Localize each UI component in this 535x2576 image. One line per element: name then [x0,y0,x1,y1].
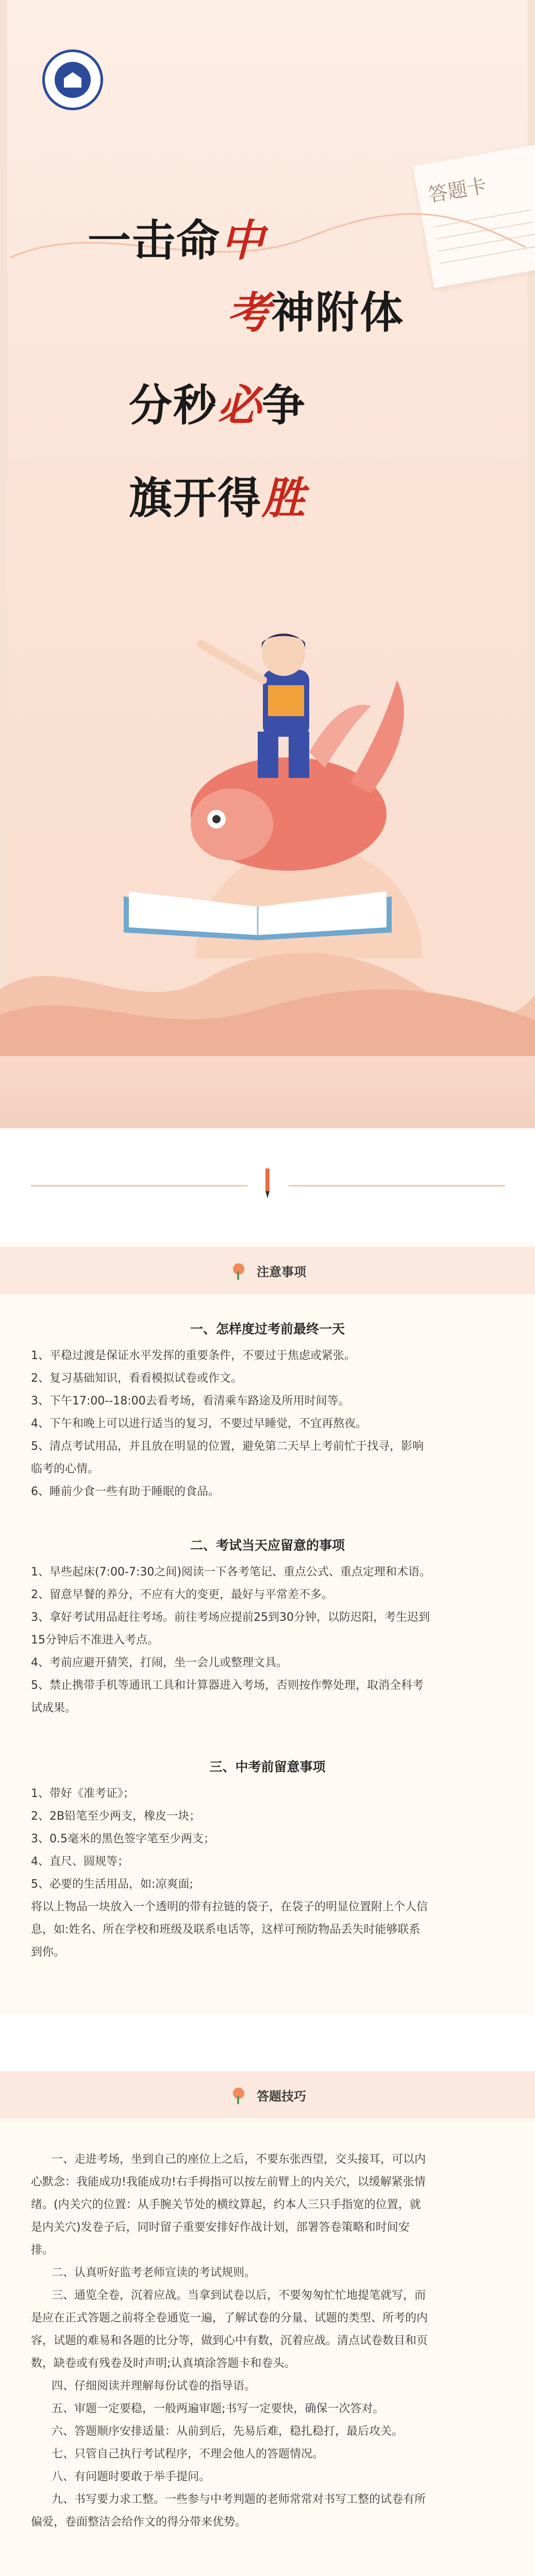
list-item: 3、0.5毫米的黑色签字笔至少两支； [31,1833,215,1845]
notice-header-label: 注意事项 [257,1264,306,1279]
slogan-line-3 [129,371,306,433]
slogan-line-4 [129,464,306,526]
answer-sheet-title: 答题卡 [426,174,489,207]
slogan-2-text: 神附体 [271,287,405,338]
hero-banner [0,0,535,1128]
paragraph-line: 四、仔细阅读并理解每份试卷的指导语。 [52,2380,256,2393]
student-riding-carp-illustration [155,598,412,907]
school-emblem-icon [55,62,91,98]
list-item: 4、下午和晚上可以进行适当的复习，不要过早睡觉，不宜再熬夜。 [31,1417,367,1430]
flower-icon [229,1260,249,1281]
notice-section-1-body [31,1345,504,1503]
list-item: 3、拿好考试用品赶往考场。前往考场应提前25到30分钟，以防迟阳，考生迟到 [31,1611,430,1624]
slogan-line-1 [88,206,265,268]
paragraph-line: 九、书写要力求工整。一些参与中考判题的老师常常对书写工整的试卷有所 [52,2493,426,2506]
list-item: 到你。 [31,1946,65,1959]
list-item: 6、睡前少食一些有助于睡眠的食品。 [31,1485,220,1498]
paragraph-line: 心默念：我能成功!我能成功!右手拇指可以按左前臂上的内关穴，以缓解紧张情 [31,2176,426,2189]
notice-section-3-title: 三、中考前留意事项 [209,1759,326,1774]
cloud-waves-illustration [0,917,535,1061]
paragraph-line: 三、通览全卷，沉着应战。当拿到试卷以后，不要匆匆忙忙地提笔就写，而 [52,2289,426,2302]
paragraph-line: 绪。(内关穴的位置：从手腕关节处的横纹算起，约本人三只手指宽的位置，就 [31,2198,421,2211]
list-item: 1、带好《准考证》； [31,1787,135,1800]
list-item: 2、复习基础知识，看看模拟试卷或作文。 [31,1372,242,1385]
flower-icon [229,2084,249,2105]
slogan-4-text: 旗开得 [129,473,262,523]
slogan-3-text-c: 争 [262,380,307,431]
list-item: 息，如:姓名、所在学校和班级及联系电话等，这样可预防物品丢失时能够联系 [31,1923,421,1936]
slogan-4-accent: 胜 [262,472,307,523]
list-item: 5、禁止携带手机等通讯工具和计算器进入考场，否则按作弊处理，取消全科考 [31,1679,424,1692]
tips-panel [0,2071,535,2576]
list-item: 1、早些起床(7:00-7:30之间)阅读一下各考笔记、重点公式、重点定理和术语。 [31,1566,431,1579]
list-item: 试成果。 [31,1702,77,1715]
paragraph-line: 六、答题顺序安排适量：从前到后，先易后难，稳扎稳打，最后攻关。 [52,2425,404,2438]
notice-section-3-body [31,1783,504,1964]
slogan-line-2 [227,278,404,341]
slogan-1-text: 一击命 [88,215,221,266]
list-item: 4、考前应避开猜笑，打闹，坐一会儿或整理文具。 [31,1656,288,1669]
notice-section-2-title: 二、考试当天应留意的事项 [190,1538,345,1553]
paragraph-line: 是应在正式答题之前将全卷通览一遍，了解试卷的分量、试题的类型、所考的内 [31,2312,428,2325]
paragraph-line: 一、走进考场，坐到自己的座位上之后，不要东张西望，交头接耳，可以内 [52,2153,426,2166]
notice-header [229,1260,306,1281]
section-gap [0,2014,535,2071]
slogan-3-accent: 必 [218,380,262,431]
decorative-swirl-icon [0,196,535,278]
list-item: 5、必要的生活用品，如:凉爽面; [31,1878,193,1891]
list-item: 将以上物品一块放入一个透明的带有拉链的袋子，在袋子的明显位置附上个人信 [31,1901,428,1913]
slogan-2-accent: 考 [227,287,272,338]
paragraph-line: 八、有问题时要敢于举手提问。 [52,2470,211,2483]
notice-panel [0,1242,535,2014]
divider-line-right [289,1185,505,1187]
paragraph-line: 五、审题一定要稳，一般两遍审题;书写一定要快，确保一次答对。 [52,2402,384,2415]
tips-header [229,2084,306,2105]
notice-section-2-body [31,1561,504,1720]
paragraph-line: 二、认真听好监考老师宣读的考试规则。 [52,2266,256,2279]
list-item: 5、清点考试用品，并且放在明显的位置，避免第二天早上考前忙于找寻，影响 [31,1440,424,1453]
divider-line-left [31,1185,247,1187]
list-item: 4、直尺、圆规等； [31,1855,129,1868]
list-item: 15分钟后不准进入考点。 [31,1634,159,1647]
list-item: 临考的心情。 [31,1463,99,1476]
paragraph-line: 是内关穴)发卷子后，同时留子重要安排好作战计划，部署答卷策略和时间安 [31,2221,410,2234]
notice-section-1-title: 一、怎样度过考前最终一天 [190,1321,345,1336]
pen-icon [261,1168,274,1199]
paragraph-line: 偏爱，卷面整洁会给作文的得分带来优势。 [31,2516,247,2529]
paragraph-line: 数，缺卷或有残卷及时声明;认真填涂答题卡和卷头。 [31,2357,296,2370]
list-item: 2、留意早餐的养分，不应有大的变更，最好与平常差不多。 [31,1588,333,1601]
paragraph-line: 排。 [31,2244,54,2257]
list-item: 1、平稳过渡是保证水平发挥的重要条件，不要过于焦虑或紧张。 [31,1349,356,1362]
school-logo [42,49,103,110]
notice-header-bar [0,1247,535,1294]
tips-body [31,2148,504,2534]
tips-header-label: 答题技巧 [257,2089,306,2104]
slogan-1-accent: 中 [221,215,265,266]
list-item: 2、2B铅笔至少两支，橡皮一块； [31,1810,201,1823]
paragraph-line: 七、只管自己执行考试程序，不理会他人的答题情况。 [52,2448,324,2461]
tips-header-bar [0,2071,535,2119]
paragraph-line: 容，试题的难易和各题的比分等，做到心中有数，沉着应战。清点试卷数目和页 [31,2334,428,2347]
slogan-3-text-a: 分秒 [129,380,218,431]
list-item: 3、下午17:00--18:00去看考场，看清乘车路途及所用时间等。 [31,1395,350,1408]
hero-bottom-band [0,1056,535,1128]
